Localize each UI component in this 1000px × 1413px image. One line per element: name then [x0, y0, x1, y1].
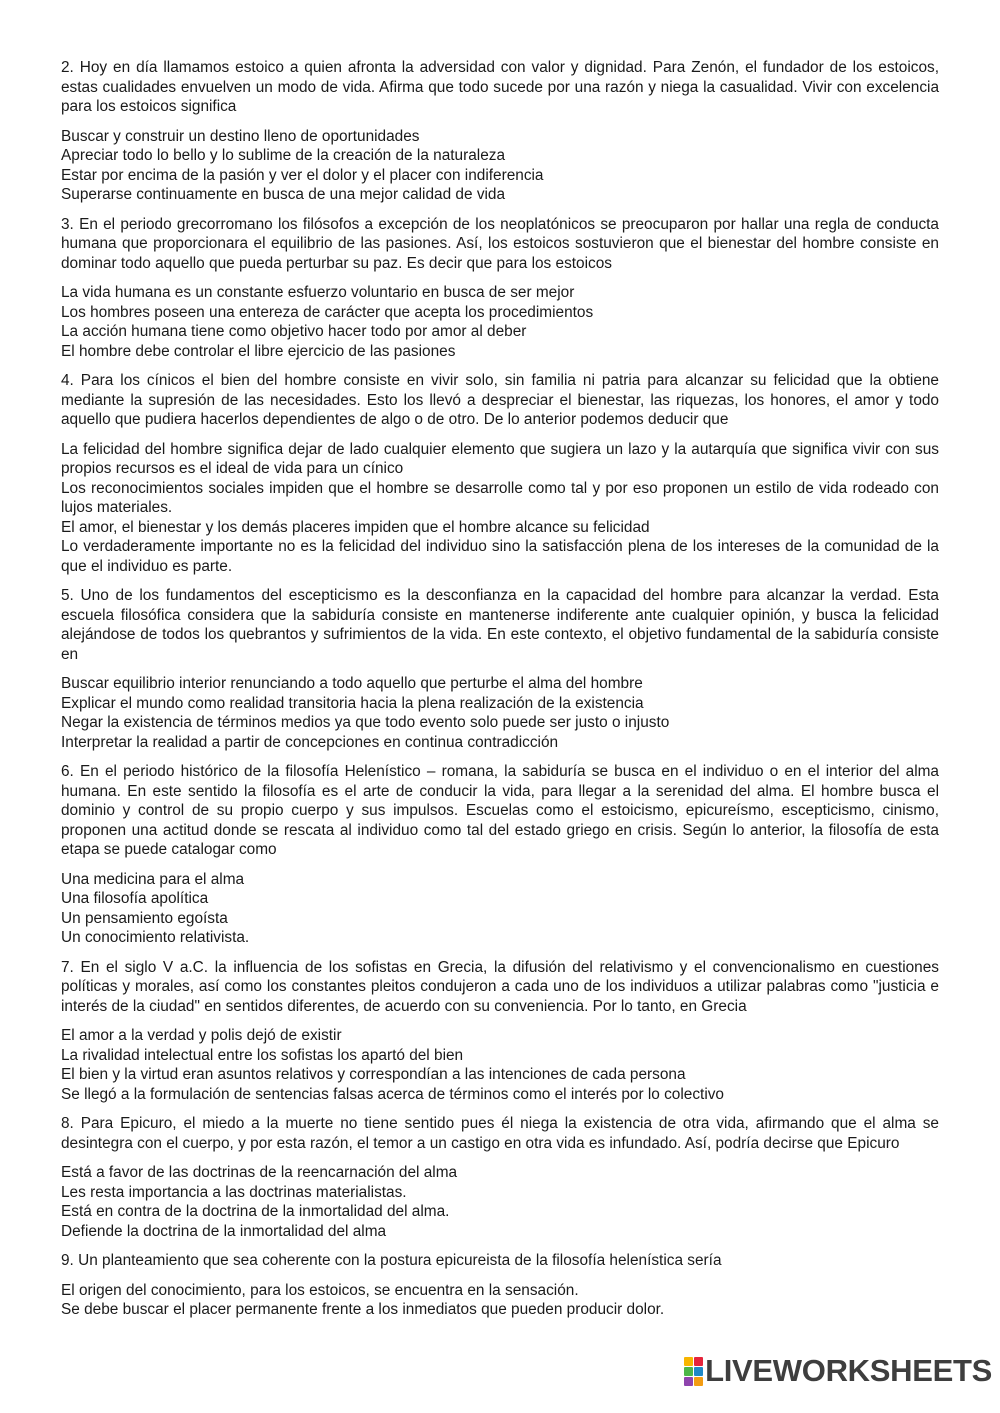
- answer-option[interactable]: El amor, el bienestar y los demás placeres impiden que el hombre alcance su felicidad: [61, 518, 650, 536]
- answer-option[interactable]: Interpretar la realidad a partir de concepciones en continua contradicción: [61, 733, 559, 751]
- answer-option[interactable]: Una filosofía apolítica: [61, 890, 209, 907]
- answer-options: [61, 674, 939, 752]
- answer-option[interactable]: Está a favor de las doctrinas de la reencarnación del alma: [61, 1164, 458, 1181]
- answer-option[interactable]: Negar la existencia de términos medios ya que todo evento solo puede ser justo o injusto: [61, 714, 670, 731]
- question-block: [61, 762, 939, 948]
- question-block: [61, 1114, 939, 1241]
- answer-option[interactable]: La felicidad del hombre significa dejar de lado cualquier elemento que sugiera un lazo y la autarquía que significa vivir con sus propios recursos es el ideal de vida para un cínico: [61, 440, 939, 477]
- answer-option[interactable]: Está en contra de la doctrina de la inmortalidad del alma.: [61, 1203, 450, 1220]
- logo-block: [684, 1367, 693, 1376]
- question-block: [61, 586, 939, 752]
- question-block: [61, 58, 939, 205]
- answer-options: [61, 440, 939, 577]
- answer-option[interactable]: Un conocimiento relativista.: [61, 929, 250, 946]
- question-block: [61, 215, 939, 362]
- answer-option[interactable]: El origen del conocimiento, para los estoicos, se encuentra en la sensación.: [61, 1281, 579, 1299]
- answer-option[interactable]: Defiende la doctrina de la inmortalidad del alma: [61, 1222, 387, 1240]
- logo-block: [694, 1357, 703, 1366]
- question-text: 4. Para los cínicos el bien del hombre consiste en vivir solo, sin familia ni patria para alcanzar su felicidad que la obtiene mediante la supresión de las necesidades. Esto los llevó a despreciar el bienestar, las riquezas, los honores, el amor y todo aquello que pudiera hacerlos dependientes de algo o de otro. De lo anterior podemos deducir que: [61, 372, 939, 428]
- answer-option[interactable]: Buscar y construir un destino lleno de oportunidades: [61, 127, 420, 145]
- question-block: [61, 371, 939, 576]
- answer-options: [61, 127, 939, 205]
- logo-block: [694, 1377, 703, 1386]
- answer-option[interactable]: Los hombres poseen una entereza de carácter que acepta los procedimientos: [61, 303, 594, 321]
- answer-option[interactable]: La rivalidad intelectual entre los sofistas los apartó del bien: [61, 1046, 464, 1064]
- worksheet-page: [61, 58, 939, 1330]
- question-text: 6. En el periodo histórico de la filosofía Helenístico – romana, la sabiduría se busca en el individuo o en el interior del alma humana. En este sentido la filosofía es el arte de conducir la vida, para llegar a la serenidad del alma. El hombre busca el dominio y control de su propio cuerpo y sus impulsos. Escuelas como el estoicismo, epicureísmo, escepticismo, cinismo, proponen una actitud donde se rescata al individuo como tal del estado griego en crisis. Según lo anterior, la filosofía de esta etapa se puede catalogar como: [61, 763, 939, 858]
- liveworksheets-logo[interactable]: [684, 1353, 992, 1389]
- answer-options: [61, 1026, 939, 1104]
- answer-option[interactable]: Estar por encima de la pasión y ver el dolor y el placer con indiferencia: [61, 166, 544, 184]
- answer-options: [61, 1281, 939, 1320]
- logo-block: [684, 1377, 693, 1386]
- answer-option[interactable]: Superarse continuamente en busca de una mejor calidad de vida: [61, 186, 506, 203]
- answer-option[interactable]: Una medicina para el alma: [61, 870, 245, 888]
- question-text: 9. Un planteamiento que sea coherente con la postura epicureista de la filosofía helenística sería: [61, 1252, 722, 1269]
- answer-options: [61, 283, 939, 361]
- answer-option[interactable]: Se debe buscar el placer permanente frente a los inmediatos que pueden producir dolor.: [61, 1301, 665, 1318]
- question-text: 3. En el periodo grecorromano los filósofos a excepción de los neoplatónicos se preocuparon por hallar una regla de conducta humana que proporcionara el equilibrio de las pasiones. Así, los estoicos sostuvieron que el bienestar del hombre consiste en dominar todo aquello que pueda perturbar su paz. Es decir que para los estoicos: [61, 215, 939, 272]
- logo-text: LIVEWORKSHEETS: [705, 1353, 992, 1388]
- answer-option[interactable]: Lo verdaderamente importante no es la felicidad del individuo sino la satisfacción plena de los intereses de la comunidad de la que el individuo es parte.: [61, 538, 939, 575]
- question-text: 7. En el siglo V a.C. la influencia de los sofistas en Grecia, la difusión del relativismo y el convencionalismo en cuestiones políticas y morales, así como los constantes pleitos condujeron a cada uno de los individuos a utilizar palabras como "justicia e interés de la ciudad" en sentidos diferentes, de acuerdo con su conveniencia. Por lo tanto, en Grecia: [61, 958, 939, 1015]
- logo-block: [694, 1367, 703, 1376]
- answer-option[interactable]: Un pensamiento egoísta: [61, 909, 228, 927]
- answer-option[interactable]: La vida humana es un constante esfuerzo voluntario en busca de ser mejor: [61, 284, 575, 301]
- answer-option[interactable]: Explicar el mundo como realidad transitoria hacia la plena realización de la existencia: [61, 694, 644, 712]
- answer-option[interactable]: Buscar equilibrio interior renunciando a todo aquello que perturbe el alma del hombre: [61, 675, 643, 692]
- question-text: 2. Hoy en día llamamos estoico a quien afronta la adversidad con valor y dignidad. Para Zenón, el fundador de los estoicos, estas cualidades envuelven un modo de vida. Afirma que todo sucede por una razón y niega la casualidad. Vivir con excelencia para los estoicos significa: [61, 59, 939, 115]
- liveworksheets-logo-icon: [684, 1357, 703, 1386]
- question-text: 5. Uno de los fundamentos del escepticismo es la desconfianza en la capacidad del hombre para alcanzar la verdad. Esta escuela filosófica considera que la sabiduría consiste en mantenerse indiferente ante cualquier opinión, y busca la felicidad alejándose de todos los quebrantos y sufrimientos de la vida. En este contexto, el objetivo fundamental de la sabiduría consiste en: [61, 587, 939, 663]
- answer-option[interactable]: La acción humana tiene como objetivo hacer todo por amor al deber: [61, 323, 527, 340]
- answer-option[interactable]: El bien y la virtud eran asuntos relativos y correspondían a las intenciones de cada persona: [61, 1066, 686, 1083]
- answer-option[interactable]: Apreciar todo lo bello y lo sublime de la creación de la naturaleza: [61, 147, 506, 164]
- answer-option[interactable]: Los reconocimientos sociales impiden que el hombre se desarrolle como tal y por eso proponen un estilo de vida rodeado con lujos materiales.: [61, 479, 939, 516]
- answer-option[interactable]: El amor a la verdad y polis dejó de existir: [61, 1027, 342, 1044]
- answer-options: [61, 870, 939, 948]
- answer-option[interactable]: Se llegó a la formulación de sentencias falsas acerca de términos como el interés por lo colectivo: [61, 1085, 724, 1103]
- answer-option[interactable]: El hombre debe controlar el libre ejercicio de las pasiones: [61, 342, 456, 360]
- logo-block: [684, 1357, 693, 1366]
- answer-options: [61, 1163, 939, 1241]
- answer-option[interactable]: Les resta importancia a las doctrinas materialistas.: [61, 1183, 407, 1201]
- question-block: [61, 1251, 939, 1320]
- question-block: [61, 958, 939, 1105]
- question-text: 8. Para Epicuro, el miedo a la muerte no tiene sentido pues él niega la existencia de otra vida, afirmando que el alma se desintegra con el cuerpo, y por esta razón, el temor a un castigo en otra vida es infundado. Así, podría decirse que Epicuro: [61, 1115, 939, 1152]
